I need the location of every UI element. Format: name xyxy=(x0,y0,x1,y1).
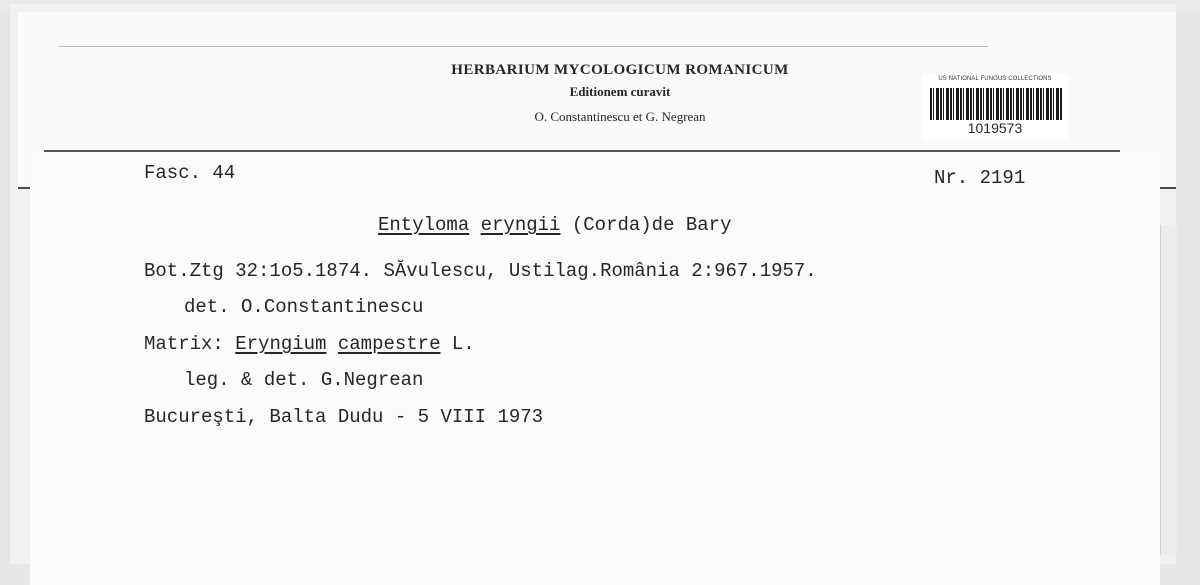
locality-date: Bucureşti, Balta Dudu - 5 VIII 1973 xyxy=(144,406,544,428)
barcode-icon xyxy=(930,88,1062,120)
herbarium-header xyxy=(400,62,840,129)
herbarium-title: HERBARIUM MYCOLOGICUM ROMANICUM xyxy=(451,62,789,78)
header-faint-rule xyxy=(58,46,988,47)
specimen-number: Nr. 2191 xyxy=(934,167,1026,189)
species-authority: (Corda)de Bary xyxy=(571,214,732,236)
right-paper-edge xyxy=(1160,225,1177,555)
matrix-line xyxy=(144,333,475,355)
species-genus: Entyloma xyxy=(378,214,470,236)
determination: det. O.Constantinescu xyxy=(184,296,424,318)
species-epithet: eryngii xyxy=(480,214,561,236)
barcode-collection-name: US NATIONAL FUNGUS COLLECTIONS xyxy=(938,76,1052,82)
fascicle-number: Fasc. 44 xyxy=(144,162,236,184)
host-authority: L. xyxy=(451,333,475,355)
host-genus: Eryngium xyxy=(235,333,327,355)
barcode-label xyxy=(922,74,1068,140)
collector: leg. & det. G.Negrean xyxy=(184,369,424,391)
herbarium-subtitle: Editionem curavit xyxy=(569,84,671,99)
card-top-rule xyxy=(44,150,1120,152)
matrix-prefix: Matrix: xyxy=(144,333,224,355)
species-name xyxy=(378,214,732,236)
literature-citation: Bot.Ztg 32:1o5.1874. SĂvulescu, Ustilag.România 2:967.1957. xyxy=(144,260,817,282)
herbarium-editors: O. Constantinescu et G. Negrean xyxy=(534,109,706,124)
barcode-number: 1019573 xyxy=(967,120,1023,136)
host-epithet: campestre xyxy=(337,333,441,355)
